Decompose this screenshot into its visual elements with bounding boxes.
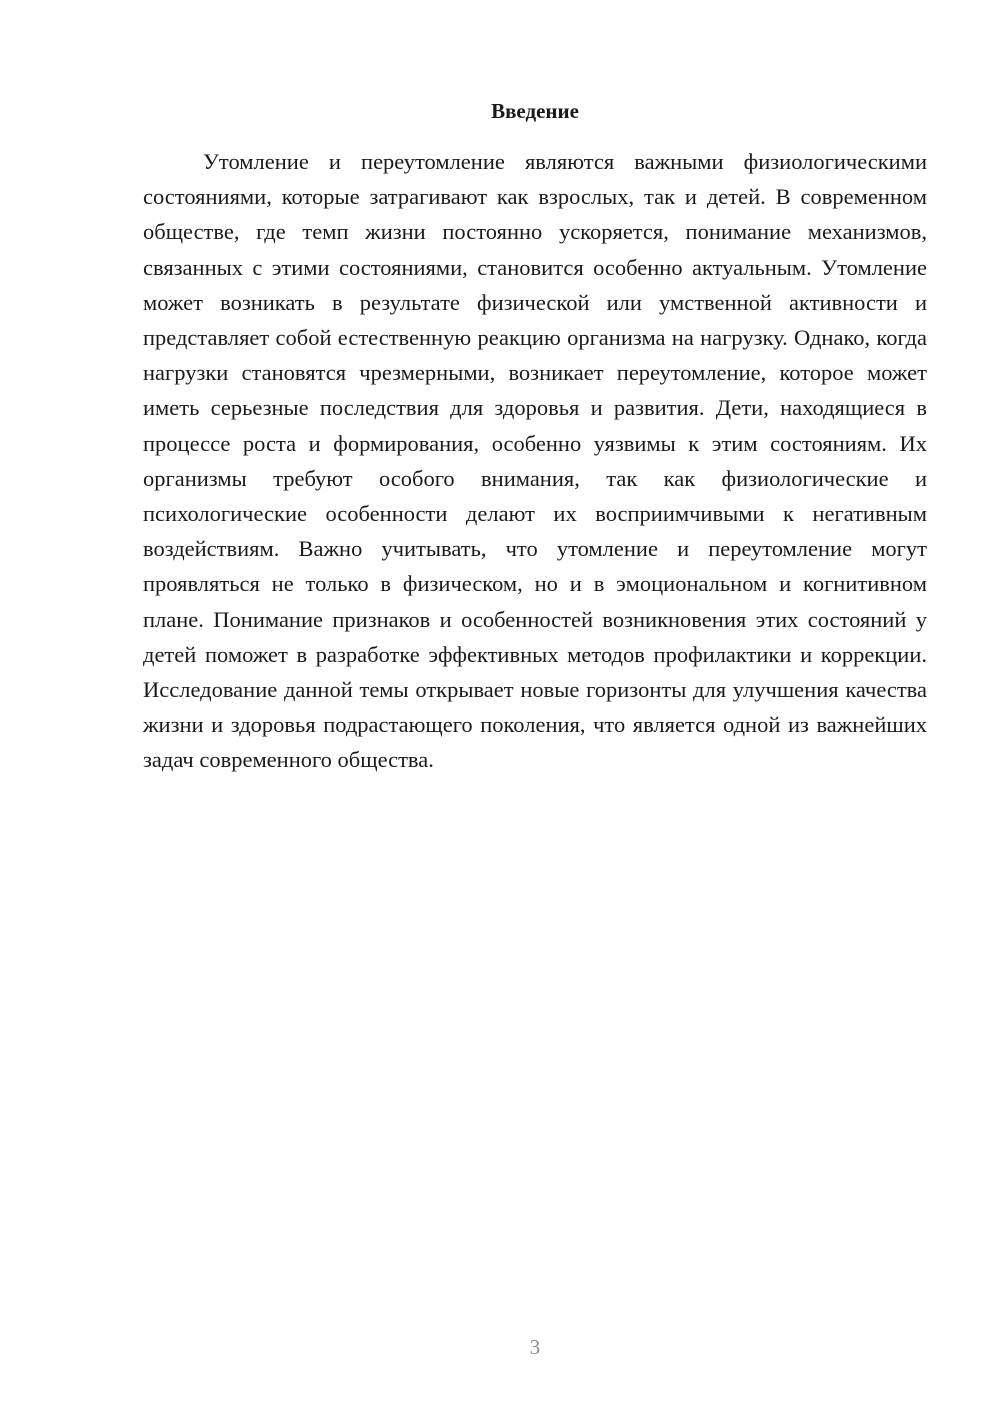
page-number: 3	[529, 1335, 541, 1359]
body-paragraph: Утомление и переутомление являются важными физиологическими состояниями, которые затрагивают как взрослых, так и детей. В современном обществе, где темп жизни постоянно ускоряется, понимание механизмов, связанных с этими состояниями, становится особенно актуальным. Утомление может возникать в результате физической или умственной активности и представляет собой естественную реакцию организма на нагрузку. Однако, когда нагрузки становятся чрезмерными, возникает переутомление, которое может иметь серьезные последствия для здоровья и развития. Дети, находящиеся в процессе роста и формирования, особенно уязвимы к этим состояниям. Их организмы требуют особого внимания, так как физиологические и психологические особенности делают их восприимчивыми к негативным воздействиям. Важно учитывать, что утомление и переутомление могут проявляться не только в физическом, но и в эмоциональном и когнитивном плане. Понимание признаков и особенностей возникновения этих состояний у детей поможет в разработке эффективных методов профилактики и коррекции. Исследование данной темы открывает новые горизонты для улучшения качества жизни и здоровья подрастающего поколения, что является одной из важнейших задач современного общества.	[143, 149, 927, 773]
section-heading: Введение	[491, 99, 579, 123]
